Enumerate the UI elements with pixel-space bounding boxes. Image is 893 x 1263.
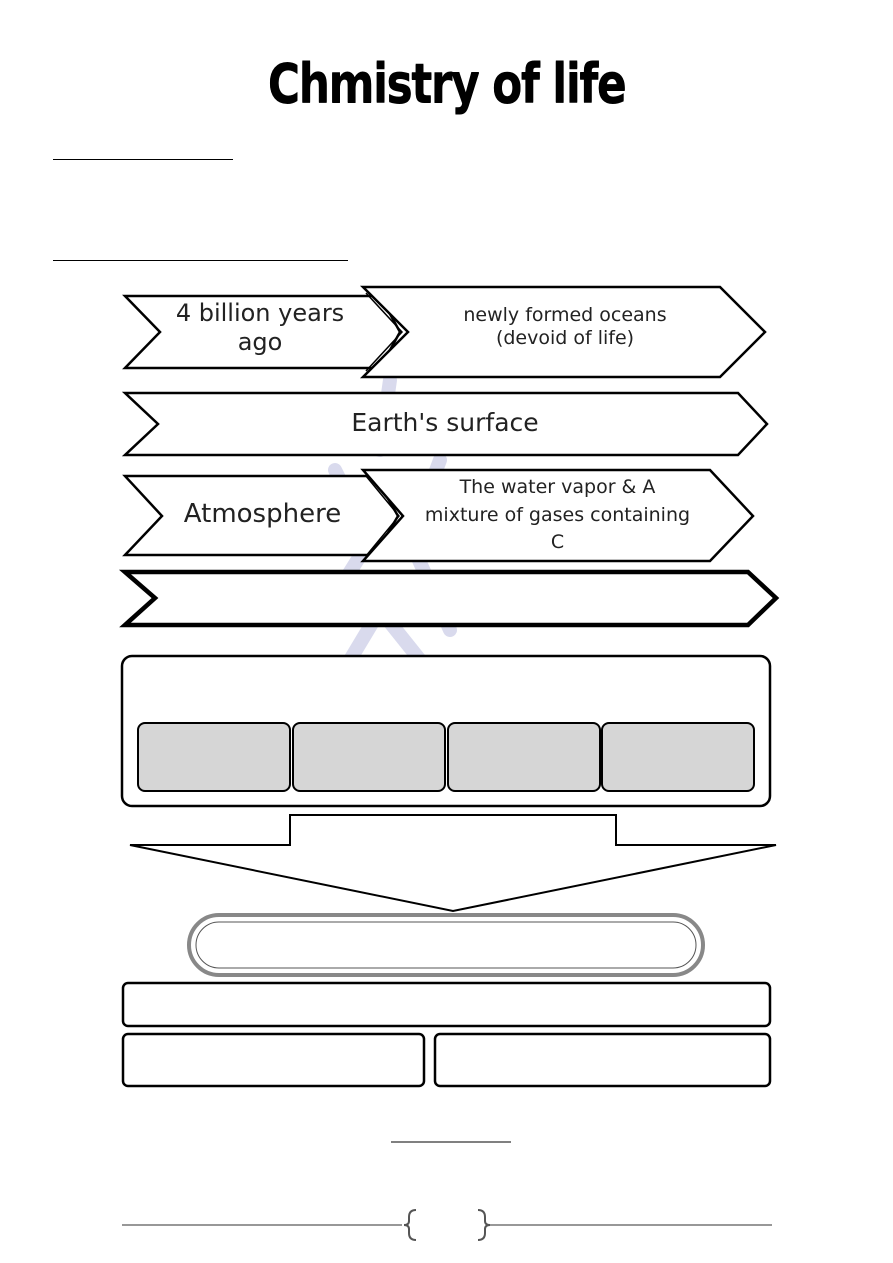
row3-right-text [405, 474, 710, 557]
row3-right-line3: C [550, 531, 565, 554]
row1-right-line2: (devoid of life) [495, 327, 635, 350]
group-cell-2 [293, 723, 445, 791]
row3-right-line2: mixture of gases containing [424, 503, 691, 526]
down-arrow-icon [130, 815, 776, 911]
bottom-right-box [435, 1034, 770, 1086]
bottom-left-box [123, 1034, 424, 1086]
page-title: Chmistry of life [267, 52, 626, 115]
row3-left-text: Atmosphere [183, 499, 342, 529]
chevron-row4 [125, 572, 776, 625]
group-cell-4 [602, 723, 754, 791]
row1-left-text: 4 billion years ago [175, 299, 345, 357]
group-cell-3 [448, 723, 600, 791]
bottom-wide-box [123, 983, 770, 1026]
group-cell-1 [138, 723, 290, 791]
right-brace-icon [478, 1210, 490, 1240]
left-brace-icon [404, 1210, 416, 1240]
row1-right-line1: newly formed oceans [463, 304, 667, 326]
row2-text: Earth's surface [351, 408, 539, 437]
row3-right-line1: The water vapor & A [459, 476, 656, 498]
row1-right-text [420, 304, 710, 350]
